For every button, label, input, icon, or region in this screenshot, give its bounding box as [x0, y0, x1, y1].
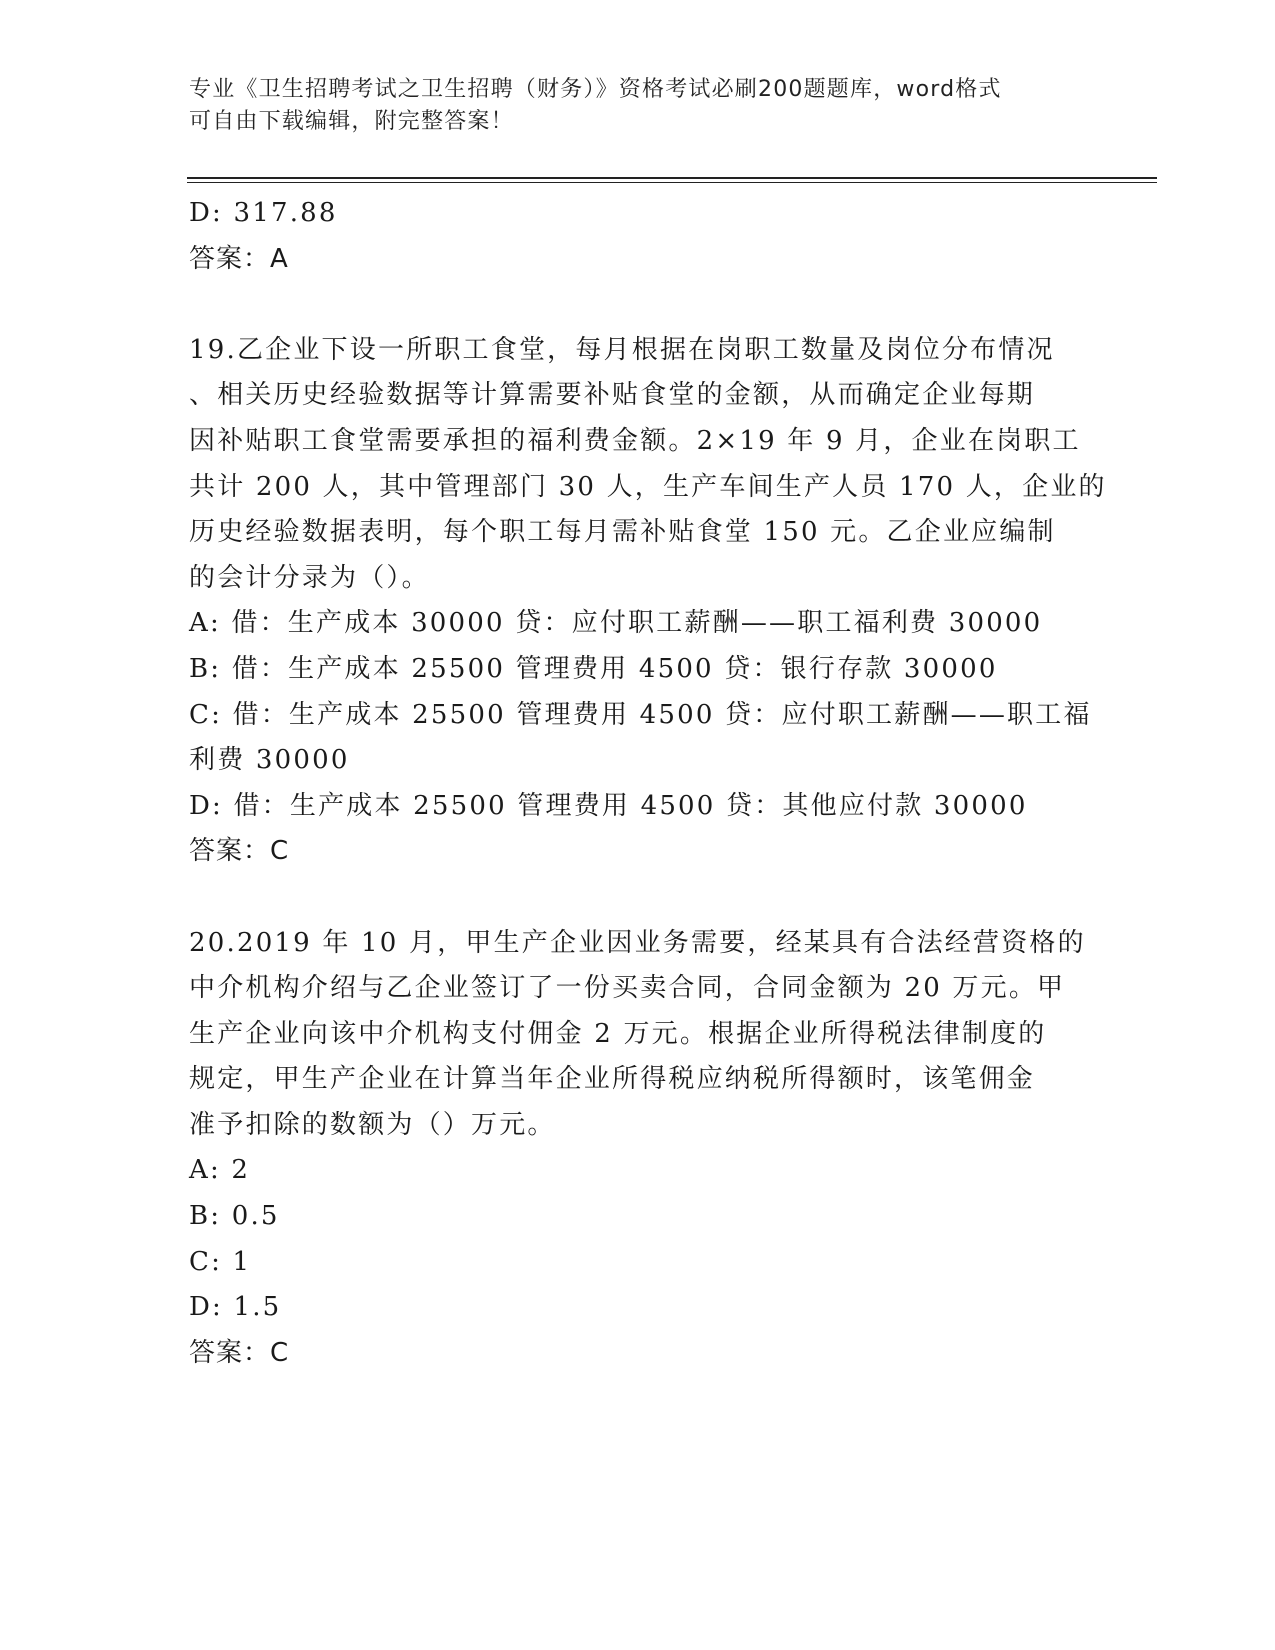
question-20-text-line-2: 中介机构介绍与乙企业签订了一份买卖合同，合同金额为 20 万元。甲	[189, 973, 1066, 1004]
header-title-line-2: 可自由下载编辑，附完整答案！	[189, 109, 514, 134]
question-20-option-c: C: 1	[189, 1246, 252, 1277]
question-19-text-line-4: 共计 200 人，其中管理部门 30 人，生产车间生产人员 170 人，企业的	[189, 471, 1107, 502]
question-19-text-line-6: 的会计分录为（）。	[189, 562, 430, 593]
header-title-line-1: 专业《卫生招聘考试之卫生招聘（财务）》资格考试必刷200题题库，word格式	[189, 77, 1002, 102]
question-19-answer: 答案：C	[189, 836, 290, 867]
prev-option-d: D: 317.88	[189, 198, 338, 228]
question-20-text-line-5: 准予扣除的数额为（）万元。	[189, 1109, 556, 1140]
question-20-option-b: B: 0.5	[189, 1201, 280, 1232]
question-19-option-b: B: 借：生产成本 25500 管理费用 4500 贷：银行存款 30000	[189, 653, 998, 684]
question-20-option-a: A: 2	[189, 1155, 251, 1186]
question-19-text-line-3: 因补贴职工食堂需要承担的福利费金额。2×19 年 9 月，企业在岗职工	[189, 425, 1081, 456]
header-divider-thick	[187, 177, 1157, 179]
question-20	[189, 921, 1089, 1377]
spacer	[189, 282, 1089, 328]
question-19-text-line-5: 历史经验数据表明，每个职工每月需补贴食堂 150 元。乙企业应编制	[189, 517, 1056, 548]
question-20-option-d: D: 1.5	[189, 1292, 282, 1323]
question-19-text-line-2: 、相关历史经验数据等计算需要补贴食堂的金额，从而确定企业每期	[189, 380, 1036, 411]
question-19-option-c-line-2: 利费 30000	[189, 745, 350, 776]
question-20-answer: 答案：C	[189, 1337, 290, 1368]
question-19-option-c-line-1: C: 借：生产成本 25500 管理费用 4500 贷：应付职工薪酬——职工福	[189, 699, 1092, 730]
document-body	[189, 191, 1107, 1376]
prev-answer: 答案：A	[189, 243, 289, 274]
page-header	[189, 74, 1089, 138]
question-19-option-d: D: 借：生产成本 25500 管理费用 4500 贷：其他应付款 30000	[189, 790, 1028, 821]
spacer	[189, 875, 1089, 921]
question-20-text-line-1: 20.2019 年 10 月，甲生产企业因业务需要，经某具有合法经营资格的	[189, 927, 1086, 958]
question-19	[189, 328, 1107, 875]
question-20-text-line-4: 规定，甲生产企业在计算当年企业所得税应纳税所得额时，该笔佣金	[189, 1064, 1036, 1095]
header-divider-thin	[187, 182, 1157, 183]
question-19-option-a: A: 借：生产成本 30000 贷：应付职工薪酬——职工福利费 30000	[189, 608, 1043, 639]
question-20-text-line-3: 生产企业向该中介机构支付佣金 2 万元。根据企业所得税法律制度的	[189, 1018, 1047, 1049]
question-19-text-line-1: 19.乙企业下设一所职工食堂，每月根据在岗职工数量及岗位分布情况	[189, 334, 1055, 365]
